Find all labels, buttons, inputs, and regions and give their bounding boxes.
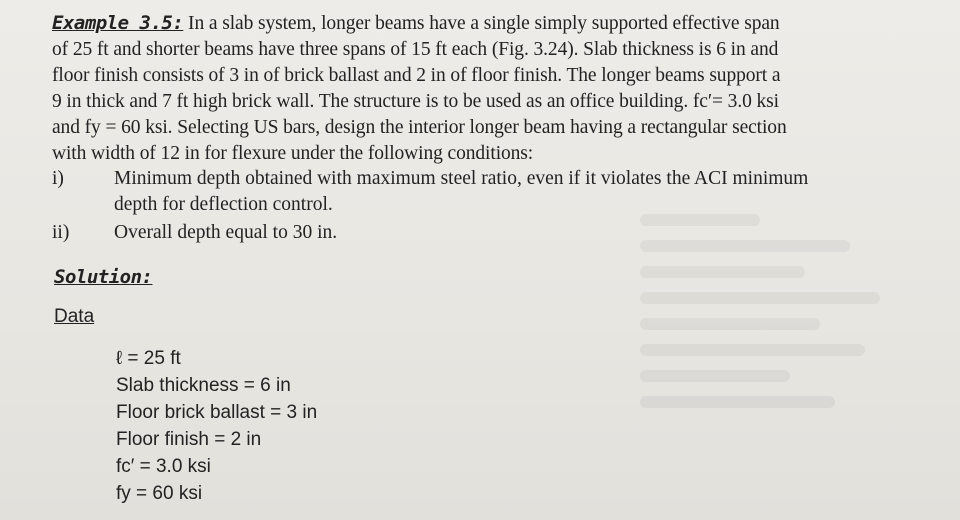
example-label: Example 3.5: bbox=[52, 12, 184, 34]
condition-marker: i) bbox=[52, 168, 64, 189]
data-item: fy = 60 ksi bbox=[116, 483, 203, 504]
data-item: fc′ = 3.0 ksi bbox=[116, 456, 211, 477]
condition-item bbox=[52, 220, 922, 246]
problem-line-4: 9 in thick and 7 ft high brick wall. The structure is to be used as an office building. fc′= 3.0 ksi bbox=[52, 91, 779, 112]
condition-marker: ii) bbox=[52, 222, 70, 243]
condition-item bbox=[52, 166, 922, 218]
problem-line-3: floor finish consists of 3 in of brick ballast and 2 in of floor finish. The longer beams support a bbox=[52, 65, 781, 86]
data-item: Floor brick ballast = 3 in bbox=[116, 402, 318, 423]
solution-heading: Solution: bbox=[54, 266, 153, 288]
data-item: Slab thickness = 6 in bbox=[116, 375, 291, 396]
conditions-list bbox=[52, 166, 922, 246]
problem-line-6: with width of 12 in for flexure under the following conditions: bbox=[52, 143, 534, 164]
data-item: Floor finish = 2 in bbox=[116, 429, 262, 450]
data-item: ℓ = 25 ft bbox=[116, 348, 181, 369]
problem-line-1 bbox=[52, 10, 922, 37]
problem-line-2: of 25 ft and shorter beams have three spans of 15 ft each (Fig. 3.24). Slab thickness is 6 in and bbox=[52, 39, 779, 60]
problem-statement bbox=[52, 10, 922, 167]
data-heading: Data bbox=[54, 306, 95, 327]
problem-text: In a slab system, longer beams have a single simply supported effective span bbox=[183, 13, 780, 34]
problem-line-5: and fy = 60 ksi. Selecting US bars, design the interior longer beam having a rectangular section bbox=[52, 117, 787, 138]
condition-text: Overall depth equal to 30 in. bbox=[114, 222, 338, 243]
data-list bbox=[116, 345, 317, 507]
condition-text: Minimum depth obtained with maximum steel ratio, even if it violates the ACI minimum bbox=[114, 168, 809, 189]
condition-text: depth for deflection control. bbox=[114, 194, 333, 215]
